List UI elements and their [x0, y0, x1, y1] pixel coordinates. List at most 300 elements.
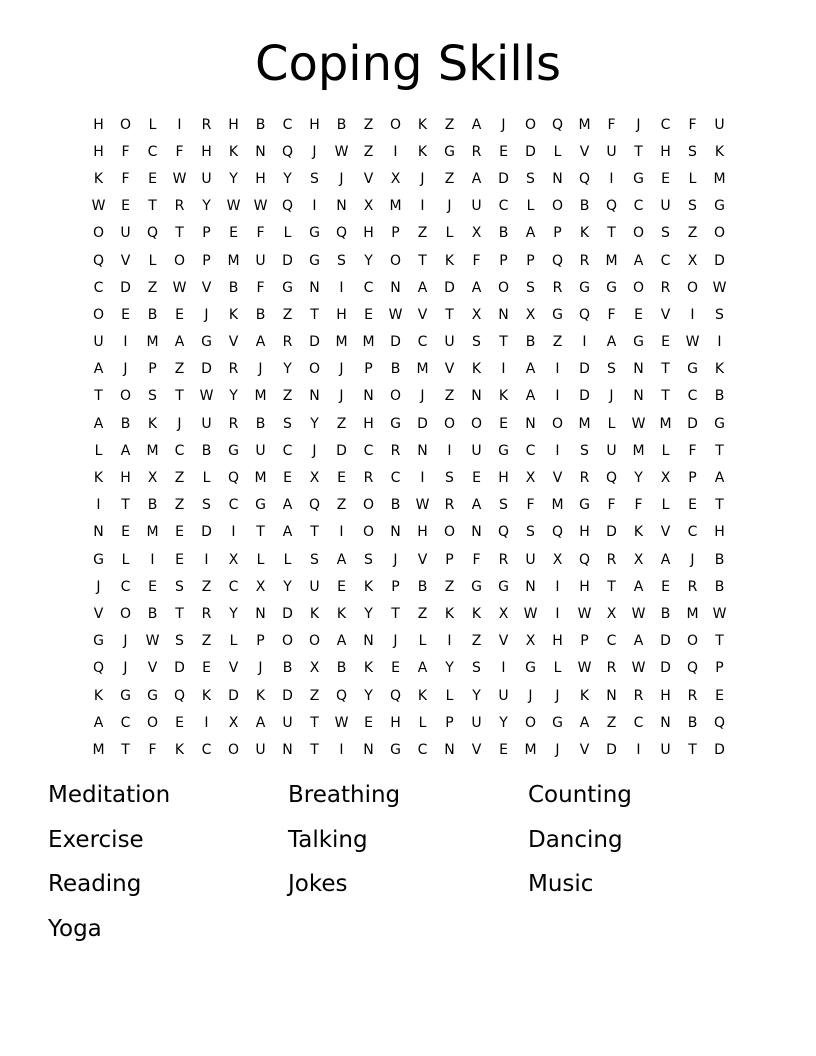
- grid-letter: B: [120, 415, 131, 432]
- grid-letter: O: [470, 415, 483, 432]
- grid-letter: B: [255, 415, 266, 432]
- grid-letter: D: [660, 660, 671, 677]
- grid-letter: B: [390, 497, 401, 514]
- grid-letter: O: [119, 605, 132, 622]
- grid-letter: I: [204, 551, 209, 568]
- grid-letter: T: [121, 741, 130, 758]
- grid-letter: B: [525, 334, 536, 351]
- grid-letter: I: [420, 470, 425, 487]
- grid-letter: M: [254, 470, 267, 487]
- grid-letter: E: [364, 714, 373, 731]
- grid-letter: W: [334, 143, 349, 160]
- grid-letter: E: [337, 470, 346, 487]
- grid-letter: E: [499, 741, 508, 758]
- grid-letter: B: [714, 578, 725, 595]
- grid-letter: I: [339, 279, 344, 296]
- grid-letter: Y: [283, 578, 292, 595]
- grid-letter: T: [634, 143, 643, 160]
- grid-letter: P: [580, 633, 589, 650]
- grid-letter: Z: [363, 116, 374, 133]
- grid-letter: I: [339, 741, 344, 758]
- grid-letter: P: [391, 578, 400, 595]
- grid-letter: X: [228, 551, 239, 568]
- grid-letter: I: [690, 306, 695, 323]
- grid-letter: Z: [444, 388, 455, 405]
- grid-letter: I: [555, 578, 560, 595]
- grid-letter: A: [525, 225, 536, 242]
- grid-letter: Q: [605, 198, 618, 215]
- grid-letter: N: [633, 388, 644, 405]
- grid-letter: E: [661, 170, 670, 187]
- grid-letter: C: [120, 714, 131, 731]
- grid-letter: O: [362, 524, 375, 541]
- grid-letter: F: [688, 116, 697, 133]
- grid-letter: N: [363, 388, 374, 405]
- grid-letter: L: [445, 225, 454, 242]
- grid-letter: E: [202, 660, 211, 677]
- grid-letter: S: [688, 143, 697, 160]
- grid-letter: E: [337, 578, 346, 595]
- grid-letter: W: [334, 714, 349, 731]
- grid-letter: O: [524, 116, 537, 133]
- grid-letter: K: [309, 605, 320, 622]
- grid-letter: X: [687, 252, 698, 269]
- grid-letter: C: [633, 714, 644, 731]
- grid-letter: N: [282, 741, 293, 758]
- grid-letter: O: [524, 714, 537, 731]
- grid-letter: E: [175, 306, 184, 323]
- grid-letter: O: [92, 225, 105, 242]
- grid-letter: W: [145, 633, 160, 650]
- grid-letter: L: [661, 497, 670, 514]
- grid-letter: R: [201, 605, 212, 622]
- grid-letter: E: [175, 524, 184, 541]
- grid-letter: P: [364, 361, 373, 378]
- grid-letter: P: [202, 252, 211, 269]
- grid-letter: O: [713, 225, 726, 242]
- grid-letter: L: [661, 442, 670, 459]
- grid-letter: D: [201, 524, 212, 541]
- grid-row: [85, 600, 733, 627]
- grid-letter: V: [201, 279, 212, 296]
- grid-letter: D: [579, 388, 590, 405]
- grid-letter: Z: [552, 334, 563, 351]
- grid-letter: J: [339, 170, 344, 187]
- grid-letter: T: [175, 605, 184, 622]
- grid-letter: O: [227, 741, 240, 758]
- grid-letter: E: [634, 306, 643, 323]
- grid-letter: J: [96, 578, 101, 595]
- grid-letter: C: [633, 198, 644, 215]
- grid-letter: B: [201, 442, 212, 459]
- grid-letter: E: [121, 524, 130, 541]
- grid-letter: Z: [201, 633, 212, 650]
- grid-letter: O: [308, 361, 321, 378]
- grid-letter: H: [417, 524, 428, 541]
- grid-letter: S: [715, 306, 724, 323]
- grid-letter: G: [390, 741, 401, 758]
- grid-letter: J: [123, 660, 128, 677]
- grid-letter: Z: [444, 578, 455, 595]
- grid-letter: I: [555, 388, 560, 405]
- grid-letter: J: [420, 388, 425, 405]
- grid-letter: T: [310, 714, 319, 731]
- grid-letter: J: [393, 633, 398, 650]
- grid-letter: O: [632, 279, 645, 296]
- grid-letter: F: [607, 116, 616, 133]
- grid-letter: U: [93, 334, 104, 351]
- grid-letter: B: [579, 198, 590, 215]
- grid-letter: V: [660, 524, 671, 541]
- grid-letter: G: [687, 361, 698, 378]
- grid-row: [85, 329, 733, 356]
- grid-letter: U: [309, 578, 320, 595]
- grid-letter: D: [390, 334, 401, 351]
- grid-letter: I: [717, 334, 722, 351]
- grid-letter: G: [228, 442, 239, 459]
- grid-letter: A: [174, 334, 185, 351]
- grid-letter: T: [121, 497, 130, 514]
- grid-letter: L: [121, 551, 130, 568]
- grid-letter: O: [389, 388, 402, 405]
- grid-letter: Q: [92, 252, 105, 269]
- grid-letter: G: [93, 551, 104, 568]
- grid-letter: I: [204, 714, 209, 731]
- grid-letter: I: [447, 633, 452, 650]
- grid-letter: I: [123, 334, 128, 351]
- grid-letter: D: [714, 252, 725, 269]
- grid-letter: Z: [417, 225, 428, 242]
- grid-letter: I: [150, 551, 155, 568]
- grid-letter: R: [390, 442, 401, 459]
- grid-letter: R: [633, 687, 644, 704]
- grid-letter: L: [688, 170, 697, 187]
- grid-letter: W: [199, 388, 214, 405]
- grid-letter: Z: [336, 415, 347, 432]
- grid-letter: E: [499, 143, 508, 160]
- grid-letter: W: [226, 198, 241, 215]
- grid-letter: B: [417, 578, 428, 595]
- grid-letter: P: [148, 361, 157, 378]
- grid-letter: L: [202, 470, 211, 487]
- grid-letter: B: [660, 605, 671, 622]
- grid-letter: S: [175, 633, 184, 650]
- grid-letter: T: [418, 252, 427, 269]
- grid-letter: I: [339, 524, 344, 541]
- grid-row: [85, 165, 733, 192]
- grid-letter: W: [631, 660, 646, 677]
- grid-letter: L: [283, 225, 292, 242]
- grid-letter: Z: [174, 470, 185, 487]
- grid-letter: G: [579, 279, 590, 296]
- grid-letter: Q: [335, 687, 348, 704]
- grid-letter: Y: [229, 170, 238, 187]
- word-list-item: Dancing: [528, 826, 623, 853]
- grid-letter: M: [632, 442, 645, 459]
- grid-letter: P: [499, 252, 508, 269]
- grid-letter: G: [309, 225, 320, 242]
- grid-letter: X: [525, 633, 536, 650]
- grid-letter: J: [258, 361, 263, 378]
- grid-letter: W: [577, 660, 592, 677]
- grid-letter: Q: [578, 306, 591, 323]
- grid-letter: E: [472, 470, 481, 487]
- grid-letter: E: [661, 334, 670, 351]
- grid-letter: W: [712, 605, 727, 622]
- grid-letter: C: [417, 741, 428, 758]
- grid-letter: Q: [551, 252, 564, 269]
- grid-letter: G: [444, 143, 455, 160]
- grid-letter: H: [363, 225, 374, 242]
- grid-letter: C: [120, 578, 131, 595]
- grid-letter: C: [687, 524, 698, 541]
- grid-letter: R: [228, 415, 239, 432]
- word-list-item: Jokes: [288, 871, 348, 897]
- grid-letter: A: [714, 470, 725, 487]
- grid-letter: X: [471, 225, 482, 242]
- grid-letter: A: [93, 361, 104, 378]
- grid-letter: M: [686, 605, 699, 622]
- grid-letter: G: [498, 442, 509, 459]
- grid-letter: J: [690, 551, 695, 568]
- grid-letter: K: [633, 524, 644, 541]
- grid-letter: V: [444, 361, 455, 378]
- grid-letter: O: [146, 714, 159, 731]
- word-list-item: Exercise: [48, 826, 144, 853]
- grid-letter: Y: [364, 252, 373, 269]
- grid-letter: O: [119, 388, 132, 405]
- grid-letter: J: [555, 741, 560, 758]
- grid-letter: E: [715, 687, 724, 704]
- grid-letter: X: [390, 170, 401, 187]
- grid-letter: P: [445, 551, 454, 568]
- grid-letter: B: [714, 551, 725, 568]
- grid-letter: Q: [578, 551, 591, 568]
- grid-letter: U: [282, 714, 293, 731]
- word-list-item: Yoga: [48, 915, 102, 942]
- grid-row: [85, 655, 733, 682]
- grid-letter: B: [282, 660, 293, 677]
- grid-letter: X: [363, 198, 374, 215]
- grid-letter: I: [555, 442, 560, 459]
- grid-letter: B: [336, 660, 347, 677]
- grid-letter: F: [526, 497, 535, 514]
- grid-letter: X: [525, 306, 536, 323]
- grid-letter: N: [498, 306, 509, 323]
- word-list: [48, 778, 768, 956]
- grid-letter: K: [579, 687, 590, 704]
- grid-letter: D: [687, 415, 698, 432]
- grid-letter: I: [96, 497, 101, 514]
- grid-letter: U: [525, 551, 536, 568]
- grid-letter: G: [552, 306, 563, 323]
- grid-letter: C: [525, 442, 536, 459]
- grid-letter: Z: [147, 279, 158, 296]
- grid-letter: U: [255, 252, 266, 269]
- grid-letter: J: [447, 198, 452, 215]
- grid-letter: T: [175, 388, 184, 405]
- grid-letter: N: [363, 741, 374, 758]
- grid-letter: R: [660, 279, 671, 296]
- grid-letter: C: [660, 252, 671, 269]
- grid-letter: U: [606, 442, 617, 459]
- grid-letter: Q: [281, 198, 294, 215]
- grid-letter: Q: [578, 170, 591, 187]
- grid-letter: O: [443, 415, 456, 432]
- grid-letter: Q: [551, 116, 564, 133]
- grid-letter: O: [362, 497, 375, 514]
- grid-letter: M: [227, 252, 240, 269]
- grid-letter: K: [417, 116, 428, 133]
- grid-row: [85, 464, 733, 491]
- grid-letter: Z: [417, 605, 428, 622]
- grid-letter: L: [94, 442, 103, 459]
- grid-letter: B: [147, 306, 158, 323]
- grid-letter: S: [337, 252, 346, 269]
- grid-letter: A: [282, 497, 293, 514]
- grid-letter: W: [631, 605, 646, 622]
- grid-letter: E: [661, 578, 670, 595]
- grid-letter: G: [282, 279, 293, 296]
- grid-letter: R: [282, 334, 293, 351]
- grid-row: [85, 193, 733, 220]
- grid-letter: W: [91, 198, 106, 215]
- grid-letter: V: [552, 470, 563, 487]
- grid-letter: G: [606, 279, 617, 296]
- grid-letter: J: [609, 388, 614, 405]
- grid-letter: M: [389, 198, 402, 215]
- grid-letter: C: [363, 279, 374, 296]
- grid-letter: D: [498, 170, 509, 187]
- grid-letter: A: [579, 714, 590, 731]
- grid-letter: T: [310, 306, 319, 323]
- grid-letter: X: [606, 605, 617, 622]
- grid-letter: C: [174, 442, 185, 459]
- grid-letter: Y: [229, 605, 238, 622]
- word-list-item: Music: [528, 871, 594, 897]
- grid-letter: O: [497, 279, 510, 296]
- grid-letter: H: [714, 524, 725, 541]
- grid-letter: H: [363, 415, 374, 432]
- grid-letter: X: [498, 605, 509, 622]
- grid-letter: T: [499, 334, 508, 351]
- grid-letter: K: [444, 252, 455, 269]
- grid-letter: I: [312, 198, 317, 215]
- grid-letter: Q: [281, 143, 294, 160]
- grid-letter: S: [310, 551, 319, 568]
- grid-letter: D: [579, 361, 590, 378]
- grid-letter: A: [255, 714, 266, 731]
- grid-letter: K: [147, 415, 158, 432]
- grid-letter: L: [553, 660, 562, 677]
- grid-letter: A: [471, 279, 482, 296]
- grid-letter: F: [607, 497, 616, 514]
- grid-letter: K: [714, 361, 725, 378]
- grid-letter: I: [636, 741, 641, 758]
- grid-letter: D: [282, 252, 293, 269]
- grid-letter: V: [498, 633, 509, 650]
- grid-letter: N: [525, 415, 536, 432]
- grid-letter: F: [175, 143, 184, 160]
- grid-letter: R: [444, 497, 455, 514]
- grid-row: [85, 492, 733, 519]
- grid-letter: V: [417, 306, 428, 323]
- grid-letter: Q: [173, 687, 186, 704]
- grid-letter: G: [93, 633, 104, 650]
- grid-letter: U: [660, 741, 671, 758]
- grid-letter: S: [661, 225, 670, 242]
- grid-letter: S: [526, 524, 535, 541]
- grid-letter: T: [715, 633, 724, 650]
- grid-letter: R: [579, 252, 590, 269]
- grid-letter: Y: [202, 198, 211, 215]
- grid-letter: V: [147, 660, 158, 677]
- grid-letter: A: [633, 252, 644, 269]
- grid-letter: Y: [634, 470, 643, 487]
- grid-letter: N: [255, 143, 266, 160]
- grid-letter: M: [416, 361, 429, 378]
- grid-letter: C: [228, 497, 239, 514]
- grid-letter: T: [715, 442, 724, 459]
- grid-letter: K: [714, 143, 725, 160]
- grid-letter: Y: [283, 361, 292, 378]
- grid-letter: U: [606, 143, 617, 160]
- grid-letter: T: [715, 497, 724, 514]
- grid-letter: G: [147, 687, 158, 704]
- grid-row: [85, 356, 733, 383]
- grid-letter: I: [609, 170, 614, 187]
- grid-letter: N: [525, 578, 536, 595]
- grid-row: [85, 247, 733, 274]
- grid-letter: U: [471, 198, 482, 215]
- grid-letter: F: [256, 279, 265, 296]
- grid-letter: Z: [444, 116, 455, 133]
- grid-letter: W: [685, 334, 700, 351]
- grid-letter: F: [688, 442, 697, 459]
- grid-letter: V: [417, 551, 428, 568]
- grid-letter: O: [173, 252, 186, 269]
- grid-letter: J: [123, 361, 128, 378]
- grid-letter: I: [420, 198, 425, 215]
- grid-letter: A: [633, 578, 644, 595]
- grid-letter: F: [472, 551, 481, 568]
- grid-letter: N: [363, 633, 374, 650]
- grid-letter: H: [309, 116, 320, 133]
- grid-letter: J: [393, 551, 398, 568]
- grid-letter: W: [172, 279, 187, 296]
- grid-letter: X: [147, 470, 158, 487]
- grid-letter: D: [174, 660, 185, 677]
- grid-letter: S: [526, 279, 535, 296]
- grid-letter: E: [499, 415, 508, 432]
- grid-letter: A: [93, 714, 104, 731]
- grid-letter: B: [336, 116, 347, 133]
- grid-letter: L: [256, 551, 265, 568]
- grid-letter: K: [417, 143, 428, 160]
- grid-letter: B: [147, 605, 158, 622]
- grid-letter: W: [415, 497, 430, 514]
- grid-letter: M: [605, 252, 618, 269]
- grid-letter: Q: [389, 687, 402, 704]
- grid-letter: B: [390, 361, 401, 378]
- grid-letter: V: [660, 306, 671, 323]
- grid-letter: B: [255, 116, 266, 133]
- grid-letter: P: [202, 225, 211, 242]
- grid-letter: U: [498, 687, 509, 704]
- grid-letter: S: [310, 170, 319, 187]
- grid-letter: G: [120, 687, 131, 704]
- grid-letter: D: [228, 687, 239, 704]
